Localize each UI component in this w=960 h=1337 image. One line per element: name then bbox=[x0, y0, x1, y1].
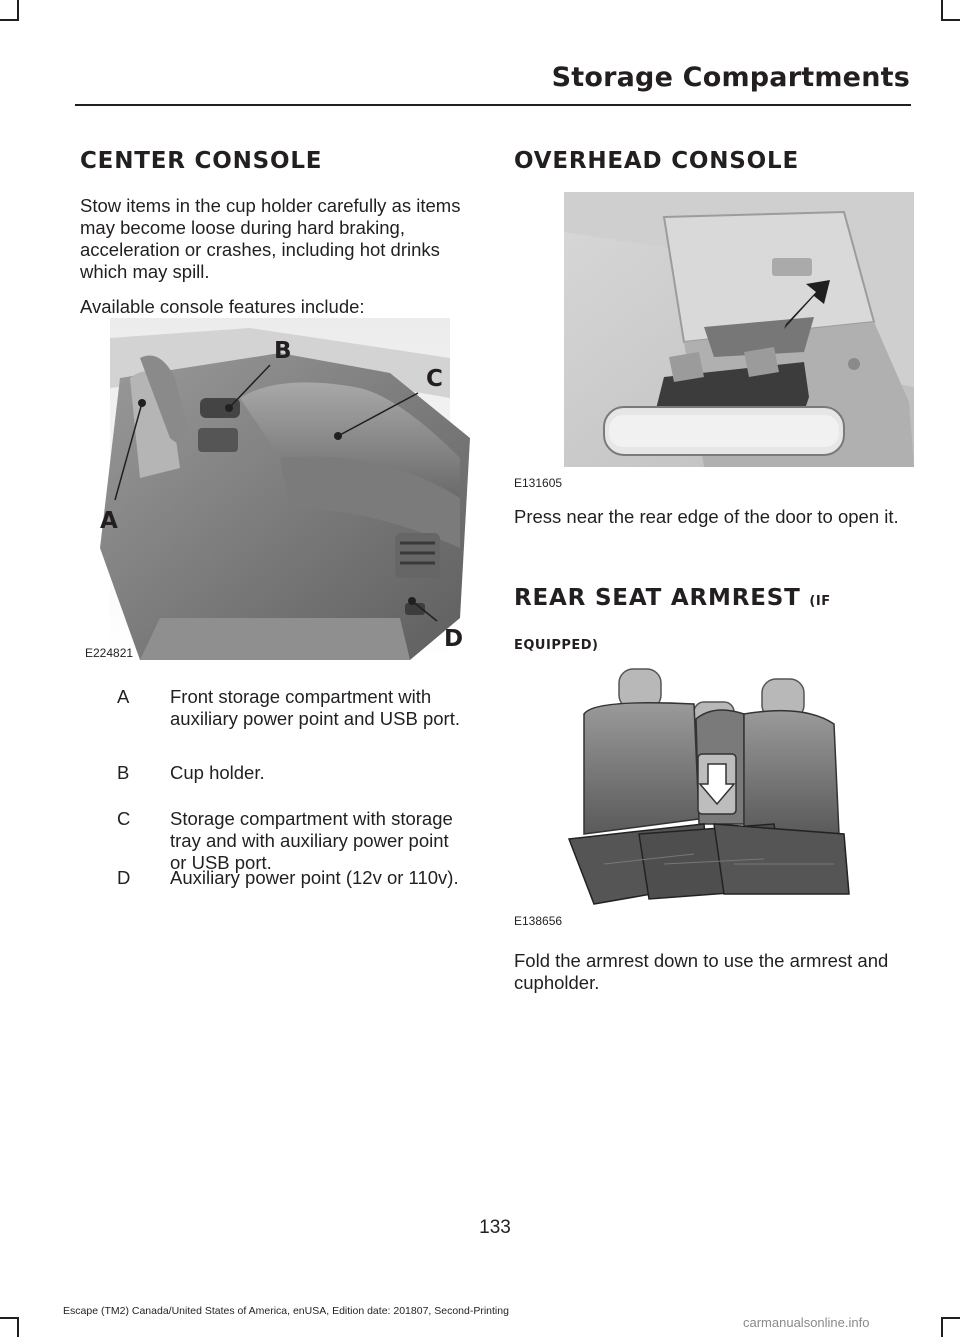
rear-seat-drawing bbox=[514, 664, 914, 934]
figure-code-e138656: E138656 bbox=[514, 914, 563, 928]
crop-mark-top-right-v bbox=[941, 0, 943, 20]
legend-text: Front storage compartment with auxiliary power point and USB port. bbox=[170, 686, 460, 729]
rear-armrest-paragraph-block bbox=[514, 950, 914, 994]
legend-item-b bbox=[117, 762, 477, 786]
overhead-console-paragraph: Press near the rear edge of the door to open it. bbox=[514, 506, 899, 527]
crop-mark-top-left-h bbox=[0, 19, 19, 21]
callout-d: D bbox=[444, 626, 464, 652]
figure-code-e131605: E131605 bbox=[514, 476, 563, 490]
header-divider bbox=[75, 104, 911, 106]
overhead-console-paragraph-block bbox=[514, 506, 904, 528]
overhead-console-heading: OVERHEAD CONSOLE bbox=[514, 148, 799, 174]
legend-text: Auxiliary power point (12v or 110v). bbox=[170, 867, 459, 888]
legend-key: B bbox=[117, 762, 130, 783]
crop-mark-top-left-v bbox=[17, 0, 19, 20]
watermark: carmanualsonline.info bbox=[743, 1315, 870, 1330]
features-intro: Available console features include: bbox=[80, 296, 365, 317]
crop-mark-top-right-h bbox=[941, 19, 960, 21]
section-title: Storage Compartments bbox=[551, 62, 910, 93]
callout-a: A bbox=[100, 508, 118, 534]
overhead-console-section bbox=[514, 148, 914, 174]
crop-mark-bottom-right-h bbox=[941, 1317, 960, 1319]
center-console-paragraph: Stow items in the cup holder carefully as items may become loose during hard braking, acceleration or crashes, including hot drinks which may spill. bbox=[80, 195, 461, 282]
page-number: 133 bbox=[479, 1217, 511, 1238]
legend-text: Storage compartment with storage tray and with auxiliary power point or USB port. bbox=[170, 808, 453, 873]
legend-item-d bbox=[117, 867, 477, 915]
rear-armrest-illustration bbox=[514, 664, 914, 934]
edition-footer: Escape (TM2) Canada/United States of America, enUSA, Edition date: 201807, Second-Printing bbox=[63, 1305, 509, 1317]
overhead-console-illustration bbox=[514, 192, 914, 492]
legend-key: C bbox=[117, 808, 131, 829]
center-console-illustration bbox=[80, 318, 480, 660]
rear-armrest-heading-block bbox=[514, 578, 914, 666]
rear-armrest-qualifier: (IF EQUIPPED) bbox=[514, 594, 831, 653]
center-console-section bbox=[80, 148, 480, 318]
legend-item-a bbox=[117, 686, 477, 756]
center-console-heading: CENTER CONSOLE bbox=[80, 148, 323, 174]
center-console-drawing bbox=[80, 318, 480, 660]
rear-armrest-paragraph: Fold the armrest down to use the armrest and cupholder. bbox=[514, 950, 889, 993]
crop-mark-bottom-right-v bbox=[941, 1317, 943, 1337]
crop-mark-bottom-left-v bbox=[17, 1317, 19, 1337]
crop-mark-bottom-left-h bbox=[0, 1317, 19, 1319]
figure-code-e224821: E224821 bbox=[85, 646, 134, 660]
legend-key: A bbox=[117, 686, 130, 707]
rear-armrest-heading-text: REAR SEAT ARMREST bbox=[514, 585, 801, 611]
rear-armrest-heading bbox=[514, 578, 914, 666]
overhead-console-drawing bbox=[514, 192, 914, 492]
legend-key: D bbox=[117, 867, 131, 888]
callout-c: C bbox=[426, 366, 443, 392]
legend-text: Cup holder. bbox=[170, 762, 265, 783]
callout-b: B bbox=[274, 338, 292, 364]
